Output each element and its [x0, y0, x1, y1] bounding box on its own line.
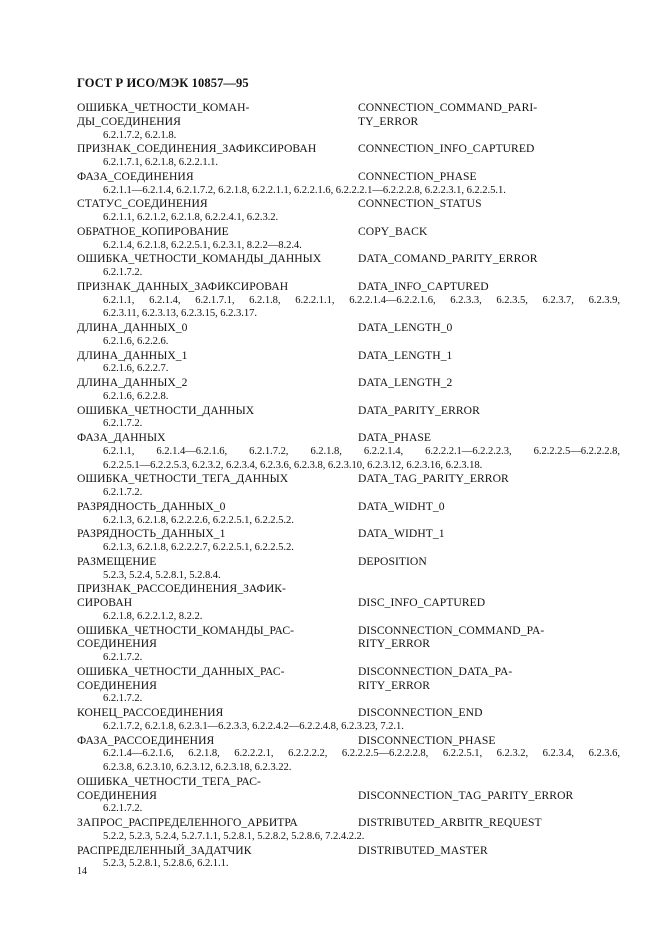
entry-term-line: [77, 637, 622, 651]
russian-term: ДЛИНА_ДАННЫХ_0: [77, 321, 188, 334]
entry-term-line: [77, 679, 622, 693]
russian-term: ФАЗА_ДАННЫХ: [77, 431, 166, 444]
index-entry: [77, 101, 622, 142]
entry-term-line: [77, 624, 622, 638]
entry-term-line: [77, 582, 622, 596]
entry-term-line: [77, 775, 622, 789]
english-term: DATA_WIDHT_0: [358, 499, 445, 513]
index-entry: [77, 142, 622, 170]
clause-references: 6.2.1.1, 6.2.1.4—6.2.1.6, 6.2.1.7.2, 6.2.1.8, 6.2.2.1.4, 6.2.2.2.1—6.2.2.2.3, 6.2.2.2.5—6.2.2.2.8,: [103, 445, 620, 457]
index-entry: [77, 555, 622, 583]
english-term: DISCONNECTION_PHASE: [358, 733, 496, 747]
english-term: DATA_LENGTH_0: [358, 321, 453, 334]
clause-references: 6.2.1.7.2.: [103, 652, 143, 663]
english-term: DISCONNECTION_END: [358, 706, 483, 719]
russian-term: ОШИБКА_ЧЕТНОСТИ_ДАННЫХ_РАС-: [77, 664, 285, 678]
entry-term-line: [77, 404, 622, 418]
russian-term: СОЕДИНЕНИЯ: [77, 678, 157, 692]
clause-references: 6.2.1.3, 6.2.1.8, 6.2.2.2.6, 6.2.2.5.1, 6.2.2.5.2.: [103, 514, 294, 526]
russian-term: РАЗМЕЩЕНИЕ: [77, 554, 157, 568]
russian-term: СТАТУС_СОЕДИНЕНИЯ: [77, 197, 208, 211]
russian-term: ОШИБКА_ЧЕТНОСТИ_ТЕГА_РАС-: [77, 774, 261, 788]
clause-references: 5.2.2, 5.2.3, 5.2.4, 5.2.7.1.1, 5.2.8.1, 5.2.8.2, 5.2.8.6, 7.2.4.2.2.: [103, 830, 365, 842]
clause-references: 6.2.1.7.2.: [103, 418, 143, 430]
russian-term: ДЛИНА_ДАННЫХ_2: [77, 376, 188, 389]
index-entry: [77, 280, 622, 321]
clause-references: 6.2.2.5.1—6.2.2.5.3, 6.2.3.2, 6.2.3.4, 6.2.3.6, 6.2.3.8, 6.2.3.10, 6.2.3.12, 6.2.3.16, 6.2.3.18.: [103, 459, 483, 471]
clause-references: 6.2.1.4, 6.2.1.8, 6.2.2.5.1, 6.2.3.1, 8.2.2—8.2.4.: [103, 239, 302, 251]
entry-term-line: [77, 844, 622, 858]
russian-term: СОЕДИНЕНИЯ: [77, 788, 157, 802]
entry-term-line: [77, 101, 622, 115]
english-term: DISCONNECTION_COMMAND_PA-: [358, 623, 545, 637]
russian-term: СИРОВАН: [77, 596, 133, 609]
clause-references: 6.2.1.6, 6.2.2.6.: [103, 335, 169, 347]
index-entry: [77, 527, 622, 555]
english-term: COPY_BACK: [358, 224, 428, 238]
clause-references: 6.2.1.1—6.2.1.4, 6.2.1.7.2, 6.2.1.8, 6.2.2.1.1, 6.2.2.1.6, 6.2.2.2.1—6.2.2.2.8, 6.2.2.3.1, 6.2.2.5.1.: [103, 184, 506, 196]
russian-term: ФАЗА_РАССОЕДИНЕНИЯ: [77, 733, 215, 747]
russian-term: ОШИБКА_ЧЕТНОСТИ_КОМАНДЫ_РАС-: [77, 623, 295, 637]
clause-references: 6.2.1.7.2, 6.2.1.8, 6.2.3.1—6.2.3.3, 6.2.2.4.2—6.2.2.4.8, 6.2.3.23, 7.2.1.: [103, 720, 404, 732]
clause-references: 6.2.1.7.2.: [103, 267, 143, 278]
english-term: DISTRIBUTED_ARBITR_REQUEST: [358, 816, 542, 829]
english-term: DISTRIBUTED_MASTER: [358, 843, 488, 857]
russian-term: ПРИЗНАК_ДАННЫХ_ЗАФИКСИРОВАН: [77, 279, 289, 293]
english-term: CONNECTION_COMMAND_PARI-: [358, 101, 538, 114]
entry-term-line: [77, 349, 622, 363]
english-term: DATA_LENGTH_2: [358, 376, 453, 389]
entry-term-line: [77, 197, 622, 211]
english-term: RITY_ERROR: [358, 678, 430, 692]
entry-term-line: [77, 596, 622, 610]
index-entry: [77, 624, 622, 665]
clause-references: 6.2.3.8, 6.2.3.10, 6.2.3.12, 6.2.3.18, 6.2.3.22.: [103, 762, 292, 773]
entry-term-line: [77, 555, 622, 569]
index-body: [77, 101, 622, 871]
clause-references: 6.2.1.3, 6.2.1.8, 6.2.2.2.7, 6.2.2.5.1, 6.2.2.5.2.: [103, 542, 294, 553]
russian-term: ОШИБКА_ЧЕТНОСТИ_ТЕГА_ДАННЫХ: [77, 472, 289, 486]
entry-term-line: [77, 527, 622, 541]
entry-term-line: [77, 500, 622, 514]
clause-references: 6.2.1.7.2.: [103, 693, 143, 705]
entry-term-line: [77, 706, 622, 720]
russian-term: КОНЕЦ_РАССОЕДИНЕНИЯ: [77, 706, 224, 719]
english-term: DATA_LENGTH_1: [358, 348, 453, 362]
entry-term-line: [77, 115, 622, 129]
index-entry: [77, 665, 622, 706]
entry-term-line: [77, 280, 622, 294]
entry-term-line: [77, 472, 622, 486]
index-entry: [77, 252, 622, 280]
entry-term-line: [77, 252, 622, 266]
russian-term: ОШИБКА_ЧЕТНОСТИ_КОМАН-: [77, 101, 250, 114]
index-entry: [77, 431, 622, 472]
english-term: RITY_ERROR: [358, 637, 430, 651]
english-term: TY_ERROR: [358, 114, 419, 128]
page-number: 14: [77, 866, 87, 877]
russian-term: ФАЗА_СОЕДИНЕНИЯ: [77, 169, 194, 183]
clause-references: 6.2.1.1, 6.2.1.4, 6.2.1.7.1, 6.2.1.8, 6.2.2.1.1, 6.2.2.1.4—6.2.2.1.6, 6.2.3.3, 6.2.3.5, 6.2.3.7, 6.2.3.9,: [103, 294, 620, 306]
clause-references: 6.2.1.6, 6.2.2.8.: [103, 390, 169, 402]
page-header: ГОСТ Р ИСО/МЭК 10857—95: [77, 76, 249, 90]
clause-references: 6.2.1.7.2.: [103, 487, 143, 498]
index-entry: [77, 734, 622, 775]
index-entry: [77, 775, 622, 816]
english-term: DATA_INFO_CAPTURED: [358, 279, 489, 293]
russian-term: ОШИБКА_ЧЕТНОСТИ_КОМАНДЫ_ДАННЫХ: [77, 252, 322, 266]
index-entry: [77, 844, 622, 872]
entry-term-line: [77, 170, 622, 184]
entry-term-line: [77, 665, 622, 679]
russian-term: ЗАПРОС_РАСПРЕДЕЛЕННОГО_АРБИТРА: [77, 816, 298, 829]
english-term: DATA_TAG_PARITY_ERROR: [358, 472, 509, 486]
clause-references: 6.2.1.7.2.: [103, 803, 143, 815]
index-entry: [77, 197, 622, 225]
clause-references: 6.2.1.7.1, 6.2.1.8, 6.2.2.1.1.: [103, 157, 219, 168]
index-entry: [77, 376, 622, 404]
entry-term-line: [77, 789, 622, 803]
index-entry: [77, 404, 622, 432]
english-term: DISCONNECTION_DATA_PA-: [358, 664, 513, 678]
russian-term: РАЗРЯДНОСТЬ_ДАННЫХ_1: [77, 527, 226, 541]
english-term: DISCONNECTION_TAG_PARITY_ERROR: [358, 788, 574, 802]
russian-term: СОЕДИНЕНИЯ: [77, 637, 157, 651]
english-term: DATA_COMAND_PARITY_ERROR: [358, 252, 538, 266]
russian-term: РАСПРЕДЕЛЕННЫЙ_ЗАДАТЧИК: [77, 843, 252, 857]
english-term: CONNECTION_PHASE: [358, 169, 477, 183]
clause-references: 5.2.3, 5.2.8.1, 5.2.8.6, 6.2.1.1.: [103, 858, 229, 870]
entry-term-line: [77, 431, 622, 445]
index-entry: [77, 816, 622, 844]
russian-term: ОШИБКА_ЧЕТНОСТИ_ДАННЫХ: [77, 403, 255, 417]
index-entry: [77, 321, 622, 349]
english-term: DATA_WIDHT_1: [358, 527, 445, 541]
clause-references: 6.2.3.11, 6.2.3.13, 6.2.3.15, 6.2.3.17.: [103, 308, 257, 320]
russian-term: ДЫ_СОЕДИНЕНИЯ: [77, 114, 181, 128]
index-entry: [77, 472, 622, 500]
russian-term: ДЛИНА_ДАННЫХ_1: [77, 348, 188, 362]
index-entry: [77, 582, 622, 623]
entry-term-line: [77, 734, 622, 748]
index-entry: [77, 170, 622, 198]
clause-references: 6.2.1.6, 6.2.2.7.: [103, 363, 169, 375]
entry-term-line: [77, 376, 622, 390]
clause-references: 5.2.3, 5.2.4, 5.2.8.1, 5.2.8.4.: [103, 569, 221, 581]
entry-term-line: [77, 142, 622, 156]
clause-references: 6.2.1.8, 6.2.2.1.2, 8.2.2.: [103, 610, 203, 622]
english-term: DEPOSITION: [358, 554, 427, 568]
clause-references: 6.2.1.1, 6.2.1.2, 6.2.1.8, 6.2.2.4.1, 6.2.3.2.: [103, 212, 279, 223]
index-entry: [77, 349, 622, 377]
english-term: CONNECTION_INFO_CAPTURED: [358, 142, 535, 156]
russian-term: ПРИЗНАК_РАССОЕДИНЕНИЯ_ЗАФИК-: [77, 582, 286, 596]
index-entry: [77, 225, 622, 253]
entry-term-line: [77, 816, 622, 830]
english-term: CONNECTION_STATUS: [358, 197, 482, 211]
index-entry: [77, 500, 622, 528]
clause-references: 6.2.1.4—6.2.1.6, 6.2.1.8, 6.2.2.2.1, 6.2.2.2.2, 6.2.2.2.5—6.2.2.2.8, 6.2.2.5.1, 6.2.3.2, 6.2.3.4, 6.2.3.6,: [103, 748, 620, 760]
russian-term: РАЗРЯДНОСТЬ_ДАННЫХ_0: [77, 499, 226, 513]
clause-references: 6.2.1.7.2, 6.2.1.8.: [103, 129, 177, 141]
index-entry: [77, 706, 622, 734]
english-term: DATA_PHASE: [358, 431, 432, 444]
russian-term: ПРИЗНАК_СОЕДИНЕНИЯ_ЗАФИКСИРОВАН: [77, 142, 317, 156]
russian-term: ОБРАТНОЕ_КОПИРОВАНИЕ: [77, 224, 229, 238]
english-term: DATA_PARITY_ERROR: [358, 403, 480, 417]
english-term: DISC_INFO_CAPTURED: [358, 596, 486, 609]
entry-term-line: [77, 225, 622, 239]
entry-term-line: [77, 321, 622, 335]
